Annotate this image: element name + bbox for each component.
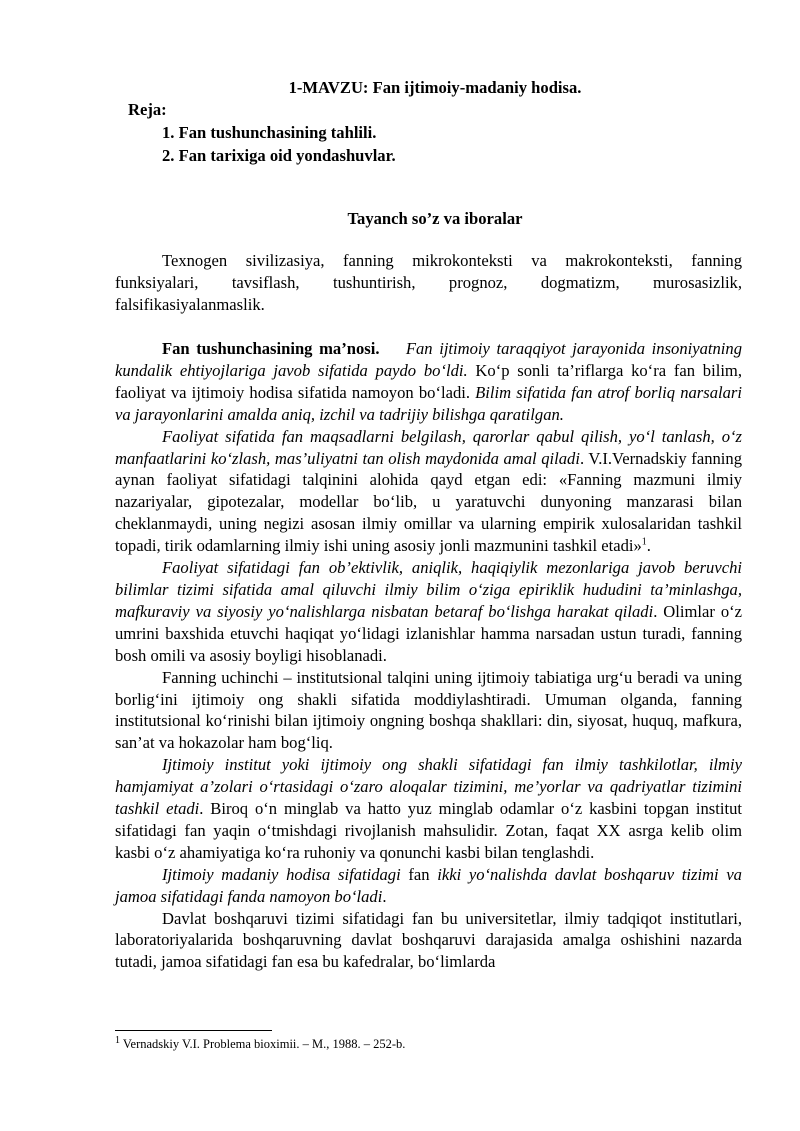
footnote-text: Vernadskiy V.I. Problema bioximii. – M., 1988. – 252-b.	[120, 1037, 406, 1051]
footnote-divider	[115, 1030, 272, 1031]
paragraph-6	[115, 864, 742, 908]
main-text	[115, 338, 742, 973]
paragraph-5	[115, 754, 742, 864]
plan-item-1: 1. Fan tushunchasining tahlili.	[162, 123, 377, 142]
p1-italic-2: Bilim sifatida fan atrof borliq narsalari va jarayonlarini amalda aniq, izchil va tadrijiy bilishga qaratilgan.	[115, 382, 742, 424]
p5-regular: . Biroq o‘n minglab va hatto yuz minglab odamlar o‘z kasbini topgan institut sifatidagi fan yaqin o‘tmishdagi rivojlanish mahsulidir. Zotan, faqat XX asrga kelib olim kasbi o‘z ahamiyatiga ko‘ra ruhoniy va qonunchi kasbi bilan tenglashdi.	[115, 799, 743, 862]
section-heading: Fan tushunchasining ma’nosi.	[162, 339, 380, 358]
footnote	[115, 1036, 405, 1052]
p3-regular: . Olimlar o‘z umrini baxshida etuvchi haqiqat yo‘lidagi izlanishlar hamma narsadan ustun turadi, fanning bosh omili va asosiy boyligi hisoblanadi.	[115, 601, 743, 665]
page-title: 1-MAVZU: Fan ijtimoiy-madaniy hodisa.	[288, 78, 582, 97]
p2-italic: Faoliyat sifatida fan maqsadlarni belgilash, qarorlar qabul qilish, yo‘l tanlash, o‘z manfaatlarini ko‘zlash, mas’uliyatni tan olish maydonida amal qiladi	[115, 426, 742, 468]
footnote-mark: 1	[115, 1034, 120, 1046]
p3-italic: Faoliyat sifatidagi fan ob’ektivlik, aniqlik, haqiqiylik mezonlariga javob beruvchi bilimlar tizimi sifatida amal qiluvchi ilmiy bilim o‘ziga epiriklik hududini ta’minlashga, mafkuraviy va siyosiy yo‘nalishlarga nisbatan betaraf bo‘lishga harakat qiladi	[115, 558, 742, 621]
paragraph-1	[115, 338, 742, 426]
plan-label: Reja:	[128, 100, 167, 119]
p6-regular-2: .	[382, 886, 387, 906]
keywords-heading: Tayanch so’z va iboralar	[347, 209, 523, 228]
paragraph-2	[115, 426, 742, 557]
paragraph-3	[115, 557, 742, 667]
keywords-text: Texnogen sivilizasiya, fanning mikrokonteksti va makrokonteksti, fanning funksiyalari, tavsiflash, tushuntirish, prognoz, dogmatizm, murosasizlik, falsifikasiyalanmaslik.	[115, 251, 742, 314]
p1-italic-1: Fan ijtimoiy taraqqiyot jarayonida insoniyatning kundalik ehtiyojlariga javob sifatida paydo bo‘ldi.	[115, 339, 742, 380]
keywords-block	[115, 250, 742, 316]
p6-italic-1: Ijtimoiy madaniy hodisa sifatidagi	[162, 864, 401, 884]
p2-end: .	[646, 536, 651, 556]
plan-item-2: 2. Fan tarixiga oid yondashuvlar.	[162, 146, 396, 165]
p1-regular-1: Ko‘p sonli ta’riflarga ko‘ra fan bilim, faoliyat va ijtimoiy hodisa sifatida namoyon bo‘ladi.	[115, 360, 742, 402]
p5-italic: Ijtimoiy institut yoki ijtimoiy ong shakli sifatidagi fan ilmiy tashkilotlar, ilmiy hamjamiyat a’zolari o‘rtasidagi o‘zaro aloqalar tizimini, me’yorlar va qadriyatlar tizimini tashkil etadi	[115, 755, 742, 819]
p6-italic-2: ikki yo‘nalishda davlat boshqaruv tizimi va jamoa sifatidagi fanda namoyon bo‘ladi	[115, 864, 742, 906]
paragraph-7	[115, 908, 742, 974]
footnote-reference[interactable]: 1	[641, 536, 647, 548]
p7-regular: Davlat boshqaruvi tizimi sifatidagi fan bu universitetlar, ilmiy tadqiqot institutlari, laboratoriyalarida boshqaruvning davlat boshqaruvi darajasida amalga oshishini nazarda tutadi, jamoa sifatidagi fan esa bu kafedralar, bo‘limlarda	[115, 908, 742, 972]
p6-regular-1: fan	[400, 864, 438, 884]
paragraph-4	[115, 667, 742, 755]
p4-regular: Fanning uchinchi – institutsional talqini uning ijtimoiy tabiatiga urg‘u beradi va uning borlig‘ini ijtimoiy ong shakli sifatida moddiylashtiradi. Umuman olganda, fanning institutsional ko‘rinishi bilan ijtimoiy ongning boshqa shakllari: din, siyosat, huquq, mafkura, san’at va hokazolar ham bog‘liq.	[115, 667, 742, 753]
p2-regular: . V.I.Vernadskiy fanning aynan faoliyat sifatidagi talqinini alohida qayd etgan edi: «Fanning mazmuni ilmiy nazariyalar, gipotezalar, modellar bo‘lib, u yaratuvchi dunyoning manzarasi bilan cheklanmaydi, uning negizi asosan ilmiy omillar va ularning empirik xulosalaridan tashkil topadi, tirik odamlarning ilmiy ishi uning asosiy jonli mazmunini tashkil etadi»	[115, 448, 742, 556]
